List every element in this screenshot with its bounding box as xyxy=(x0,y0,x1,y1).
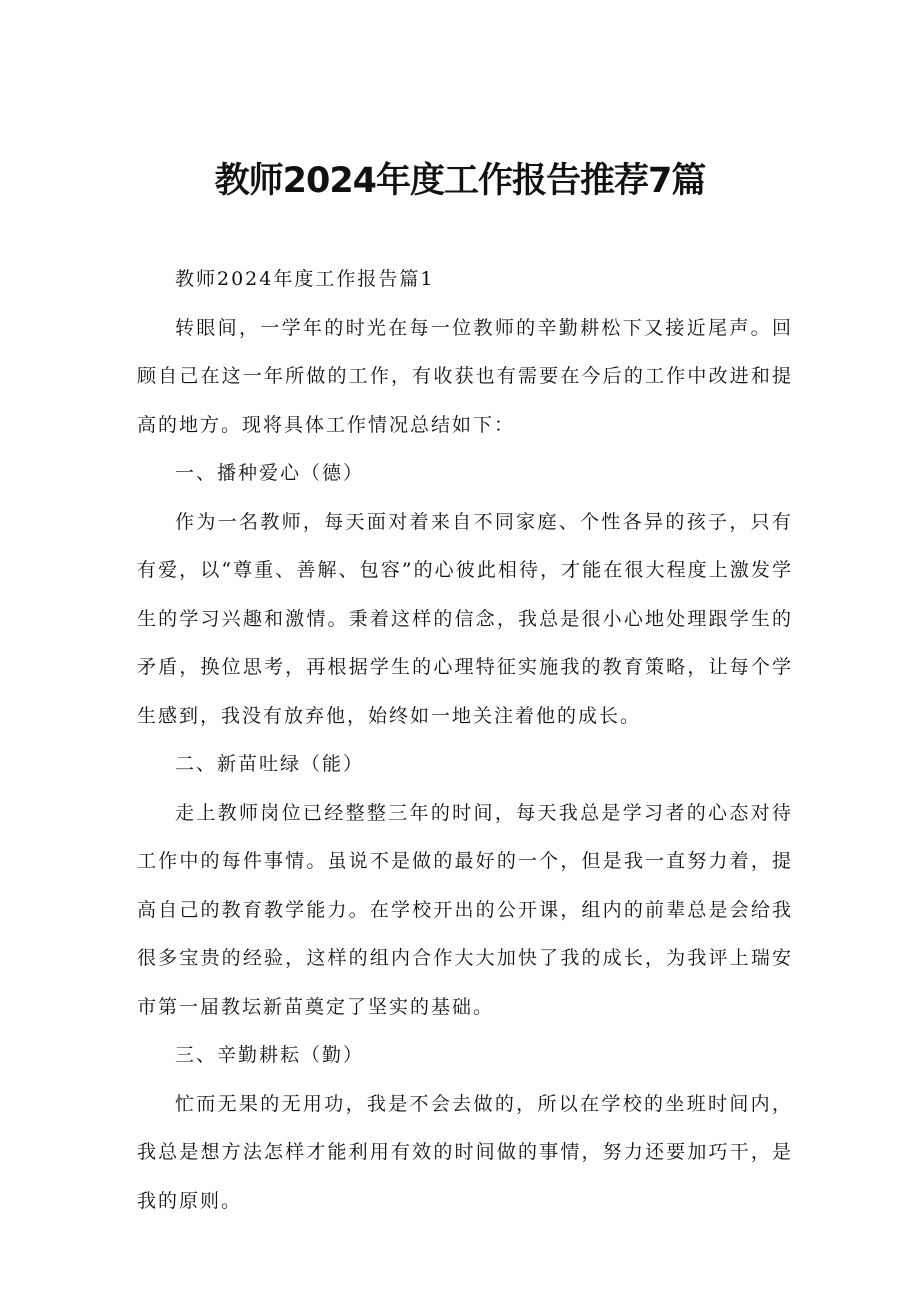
document-title: 教师2024年度工作报告推荐7篇 xyxy=(214,161,706,201)
intro-paragraph: 转眼间，一学年的时光在每一位教师的辛勤耕松下又接近尾声。回顾自己在这一年所做的工作，有收获也有需要在今后的工作中改进和提高的地方。现将具体工作情况总结如下： xyxy=(137,316,793,436)
section-heading-ability: 二、新苗吐绿（能） xyxy=(175,753,365,775)
ability-paragraph: 走上教师岗位已经整整三年的时间，每天我总是学习者的心态对待工作中的每件事情。虽说不是做的最好的一个，但是我一直努力着，提高自己的教育教学能力。在学校开出的公开课，组内的前辈总是会给我很多宝贵的经验，这样的组内合作大大加快了我的成长，为我评上瑞安市第一届教坛新苗奠定了坚实的基础。 xyxy=(137,801,793,1018)
section-heading-virtue: 一、播种爱心（德） xyxy=(175,462,365,484)
virtue-paragraph: 作为一名教师，每天面对着来自不同家庭、个性各异的孩子，只有有爱，以“尊重、善解、包容”的心彼此相待，才能在很大程度上激发学生的学习兴趣和激情。秉着这样的信念，我总是很小心地处理跟学生的矛盾，换位思考，再根据学生的心理特征实施我的教育策略，让每个学生感到，我没有放弃他，始终如一地关注着他的成长。 xyxy=(137,510,793,727)
diligence-paragraph: 忙而无果的无用功，我是不会去做的，所以在学校的坐班时间内，我总是想方法怎样才能利用有效的时间做的事情，努力还要加巧干，是我的原则。 xyxy=(137,1092,793,1212)
section-heading-diligence: 三、辛勤耕耘（勤） xyxy=(175,1044,365,1066)
document-body xyxy=(137,255,793,1225)
section-heading-part-1: 教师2024年度工作报告篇1 xyxy=(175,268,435,290)
